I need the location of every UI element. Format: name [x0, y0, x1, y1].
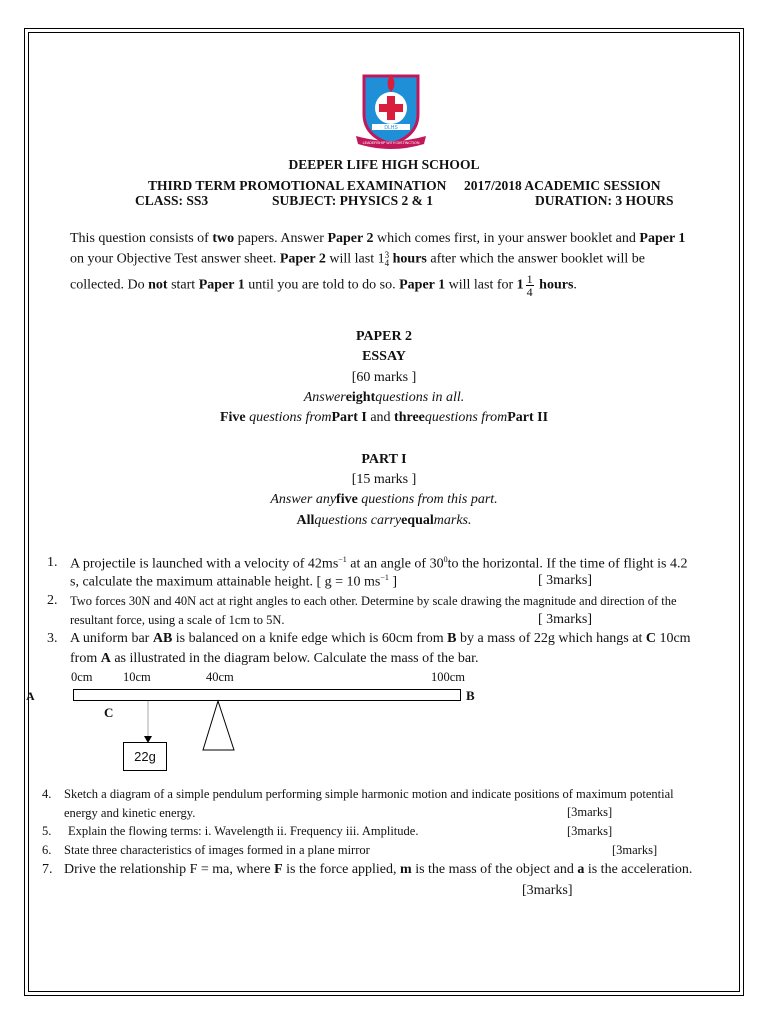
- diagram-tick-10cm: 10cm: [123, 670, 151, 684]
- class-label: CLASS: SS3: [135, 193, 209, 208]
- paper-type: ESSAY: [362, 349, 406, 364]
- diagram-label-c: C: [104, 705, 114, 720]
- question-number: 1.: [47, 555, 58, 570]
- question-number: 3.: [47, 631, 58, 646]
- question-4-line-1: Sketch a diagram of a simple pendulum performing simple harmonic motion and indicate positions of maximum potential: [64, 787, 674, 801]
- question-5-marks: [3marks]: [567, 824, 613, 838]
- subject-label: SUBJECT: PHYSICS 2 & 1: [272, 193, 434, 208]
- svg-text:DLHS: DLHS: [384, 125, 398, 131]
- duration-label: DURATION: 3 HOURS: [535, 193, 674, 208]
- question-1-marks: [ 3marks]: [538, 573, 593, 588]
- question-number: 5.: [42, 824, 52, 838]
- question-1-line-2: s, calculate the maximum attainable height. [ g = 10 $ms^{-1}$ ]: [70, 573, 398, 590]
- question-1-line-1: A projectile is launched with a velocity of $42ms^{-1}$ at an angle of $30^0to$ the horizontal. If the time of flight is 4.2: [70, 555, 688, 572]
- question-6-text: State three characteristics of images formed in a plane mirror: [64, 843, 370, 857]
- part-instruction-2: Allquestions carryequalmarks.: [296, 513, 472, 528]
- question-6-marks: [3marks]: [612, 843, 658, 857]
- question-number: 7.: [42, 862, 53, 877]
- diagram-tick-0cm: 0cm: [71, 670, 93, 684]
- instruction-line-1: This question consists of two papers. Answer Paper 2 which comes first, in your answer booklet and Paper 1: [70, 231, 686, 246]
- paper-answer-instruction: Answereightquestions in all.: [303, 390, 465, 405]
- paper-part-instruction: Five questions fromPart I and threequestions fromPart II: [219, 410, 549, 425]
- knife-edge-triangle: [203, 701, 234, 750]
- instruction-line-3: collected. Do not start Paper 1 until you are told to do so. Paper 1 will last for 1 $\frac{1}{4}$ hours.: [70, 272, 577, 299]
- diagram-label-b: B: [466, 688, 475, 703]
- question-7-marks: [3marks]: [522, 883, 573, 898]
- uniform-bar: [73, 689, 461, 701]
- part-title: PART I: [361, 452, 407, 467]
- part-instruction-1: Answer anyfive questions from this part.: [270, 492, 498, 507]
- paper-marks: [60 marks ]: [351, 370, 417, 385]
- question-number: 4.: [42, 787, 52, 801]
- question-4-line-2: energy and kinetic energy.: [64, 806, 196, 820]
- part-marks: [15 marks ]: [351, 472, 417, 487]
- question-2-line-1: Two forces 30N and 40N act at right angles to each other. Determine by scale drawing the magnitude and direction of the: [70, 594, 677, 608]
- diagram-label-a: A: [26, 689, 35, 703]
- question-3-line-1: A uniform bar AB is balanced on a knife edge which is 60cm from B by a mass of 22g which hangs at C 10cm: [70, 631, 691, 646]
- question-2-line-2: resultant force, using a scale of 1cm to 5N.: [70, 613, 285, 627]
- question-5-text: Explain the flowing terms: i. Wavelength ii. Frequency iii. Amplitude.: [68, 824, 419, 838]
- academic-session: 2017/2018 ACADEMIC SESSION: [464, 178, 661, 193]
- school-logo: [354, 70, 428, 152]
- question-3-line-2: from A as illustrated in the diagram below. Calculate the mass of the bar.: [70, 651, 479, 666]
- svg-text:LEADERSHIP WITH DISTINCTION: LEADERSHIP WITH DISTINCTION: [362, 141, 420, 145]
- question-2-marks: [ 3marks]: [538, 612, 593, 627]
- diagram-tick-100cm: 100cm: [431, 670, 466, 684]
- question-number: 6.: [42, 843, 52, 857]
- school-name: DEEPER LIFE HIGH SCHOOL: [288, 157, 480, 172]
- paper-title: PAPER 2: [355, 329, 413, 344]
- hanging-mass-box: 22g: [123, 742, 167, 771]
- exam-title: THIRD TERM PROMOTIONAL EXAMINATION: [148, 178, 447, 193]
- instruction-line-2: on your Objective Test answer sheet. Paper 2 will last 1 3 4 hours after which the answer booklet will be: [70, 250, 645, 269]
- diagram-tick-40cm: 40cm: [206, 670, 234, 684]
- question-7-text: Drive the relationship F = ma, where F is the force applied, m is the mass of the object and a is the acceleration.: [64, 862, 693, 877]
- question-number: 2.: [47, 593, 58, 608]
- question-4-marks: [3marks]: [567, 805, 613, 819]
